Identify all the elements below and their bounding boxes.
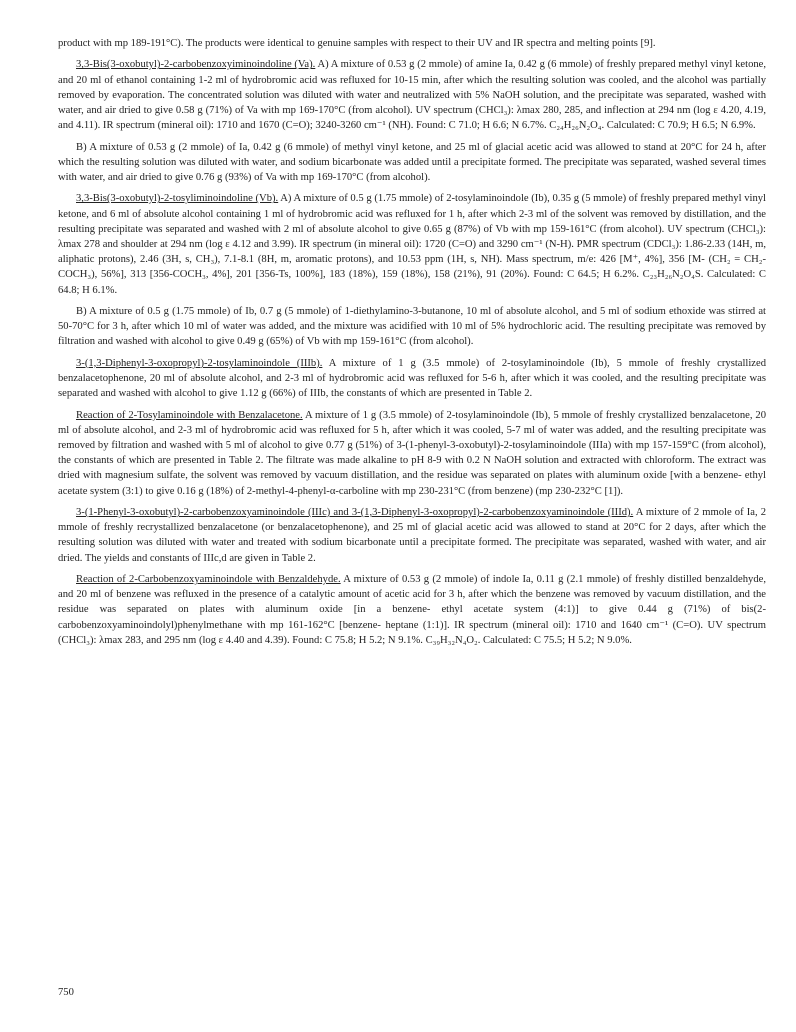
page-number: 750 (58, 987, 74, 998)
paragraph-5: B) A mixture of 0.5 g (1.75 mmole) of Ib, 0.7 g (5 mmole) of 1-diethylamino-3-butanone, 10 ml of absolute alcohol, and 5 ml of sodium ethoxide was stirred at 50-70°C for 3 h, after which 10 ml of water was added, and the mixture was acidified with 10 ml of 5% hydrochloric acid. The resulting precipitate was removed by filtration and washed with alcohol to give 0.49 g (65%) of Vb with mp 159-161°C (from alcohol). (58, 306, 766, 348)
paragraph-2: 3,3-Bis(3-oxobutyl)-2-carbobenzoxyiminoindoline (Va). A) A mixture of 0.53 g (2 mmole) of amine Ia, 0.42 g (6 mmole) of freshly prepared methyl vinyl ketone, and 20 ml of ethanol containing 1-2 ml of hydrobromic acid was refluxed for 10-15 min, after which the resulting solution was cooled, and the alcohol was partially removed by evaporation. The concentrated solution was diluted with water and neutralized with 5% NaOH solution, and the precipitate was separated, washed with water, and air dried to give 0.58 g (71%) of Va with mp 169-170°C (from alcohol). UV spectrum (CHCl₃): λmax 280, 285, and inflection at 294 nm (log ε 4.20, 4.19, and 4.11). IR spectrum (mineral oil): 1710 and 1670 (C=O); 3240-3260 cm⁻¹ (NH). Found: C 71.0; H 6.6; N 6.7%. C₂₄H₂₆N₂O₄. Calculated: C 70.9; H 6.5; N 6.9%. (58, 59, 767, 132)
paragraph-1: product with mp 189-191°C). The products were identical to genuine samples with respect to their UV and IR spectra and melting points [9]. (58, 38, 656, 49)
section-heading-benzalacetone: Reaction of 2-Tosylaminoindole with Benzalacetone. (76, 409, 303, 421)
paragraph-7: Reaction of 2-Tosylaminoindole with Benzalacetone. A mixture of 1 g (3.5 mmole) of 2-tosylaminoindole (Ib), 5 mmole of freshly crystallized benzalacetone, 20 ml of absolute alcohol, and 2-3 ml of hydrobromic acid was refluxed for 5 h, after which it was cooled, 5-7 ml of water was added, and the resulting precipitate was removed by filtration and washed with 5 ml of alcohol to give 0.77 g (51%) of 3-(1-phenyl-3-oxobutyl)-2-tosylaminoindole (IIIa) with mp 157-159°C (from alcohol), the constants of which are presented in Table 2. The filtrate was made alkaline to pH 8-9 with 0.2 N NaOH solution and extracted with chloroform. The extract was dried with magnesium sulfate, the solvent was removed by vacuum distillation, and the residue was separated on plates with aluminum oxide [with a benzene- ethyl acetate system (3:1) to give 0.16 g (18%) of 2-methyl-4-phenyl-α-carboline with mp 230-231°C (from benzene) (mp 230-232°C [1]). (58, 409, 767, 497)
section-heading-iiic-iiid: 3-(1-Phenyl-3-oxobutyl)-2-carbobenzoxyaminoindole (IIIc) and 3-(1,3-Diphenyl-3-oxopropyl)-2-carbobenzoxyaminoindole (IIId). (76, 507, 634, 518)
text-column (58, 36, 766, 654)
paragraph-8: 3-(1-Phenyl-3-oxobutyl)-2-carbobenzoxyaminoindole (IIIc) and 3-(1,3-Diphenyl-3-oxopropyl)-2-carbobenzoxyaminoindole (IIId). A mixture of 2 mmole of Ia, 2 mmole of freshly recrystallized benzalacetone (or benzalacetophenone), and 25 ml of glacial acetic acid was allowed to stand at 20°C for 2 days, after which the resulting solution was diluted with water and treated with sodium bicarbonate until a precipitate formed. The precipitate was separated, washed with water, and air dried. The yields and constants of IIIc,d are given in Table 2. (58, 507, 766, 564)
section-heading-va: 3,3-Bis(3-oxobutyl)-2-carbobenzoxyiminoindoline (Va). (76, 59, 316, 71)
paragraph-3: B) A mixture of 0.53 g (2 mmole) of Ia, 0.42 g (6 mmole) of methyl vinyl ketone, and 25 ml of glacial acetic acid was allowed to stand at 20°C for 24 h, after which the resulting solution was diluted with water, and sodium bicarbonate was added until a precipitate formed. The precipitate was separated, washed several times with water, and air dried to give 0.76 g (93%) of Va with mp 169-170°C (from alcohol). (58, 141, 766, 183)
paragraph-9: Reaction of 2-Carbobenzoxyaminoindole with Benzaldehyde. A mixture of 0.53 g (2 mmole) of indole Ia, 0.11 g (2.1 mmole) of freshly distilled benzaldehyde, and 20 ml of benzene was refluxed in the presence of a catalytic amount of acetic acid for 3 h, after which the benzene was removed by vacuum distillation, and the residue was separated on plates with aluminum oxide [in a benzene- ethyl acetate system (4:1)] to give 0.44 g (71%) of bis(2-carbobenzoxyaminoindolyl)phenylmethane with mp 161-162°C [benzene- heptane (1:1)]. IR spectrum (mineral oil): 1710 and 1640 cm⁻¹ (C=O). UV spectrum (CHCl₃): λmax 283, and 295 nm (log ε 4.40 and 4.39). Found: C 75.8; H 5.2; N 9.1%. C₃₉H₃₂N₄O₂. Calculated: C 75.5; H 5.2; N 9.0%. (58, 574, 766, 646)
section-heading-vb: 3,3-Bis(3-oxobutyl)-2-tosyliminoindoline (Vb). (76, 193, 279, 205)
section-heading-benzaldehyde: Reaction of 2-Carbobenzoxyaminoindole with Benzaldehyde. (76, 574, 341, 585)
paragraph-4: 3,3-Bis(3-oxobutyl)-2-tosyliminoindoline (Vb). A) A mixture of 0.5 g (1.75 mmole) of 2-tosylaminoindole (Ib), 0.35 g (5 mmole) of freshly prepared methyl vinyl ketone, and 6 ml of absolute alcohol containing 1 ml of hydrobromic acid was refluxed for 1 h, after which 2-3 ml of the solvent was removed by distillation, and the resulting precipitate was separated and washed with 2 ml of absolute alcohol to give 0.65 g (87%) of Vb with mp 159-161°C (from alcohol). UV spectrum (CHCl₃): λmax 278 and shoulder at 294 nm (log ε 4.12 and 3.99). IR spectrum (in mineral oil): 1720 (C=O) and 3290 cm⁻¹ (N-H). PMR spectrum (CDCl₃): 1.86-2.33 (14H, m, aliphatic protons), 2.46 (3H, s, CH₃), 7.1-8.1 (8H, m, aromatic protons), and 10.53 ppm (1H, s, NH). Mass spectrum, m/e: 426 [M⁺, 4%], 356 [M- (CH₂ = CH₂-COCH₃), 56%], 313 [356-COCH₃, 4%], 201 [356-Ts, 100%], 183 (18%), 159 (18%), 158 (21%), 91 (20%). Found: C 64.5; H 6.2%. C₂₃H₂₆N₂O₄S. Calculated: C 64.8; H 6.1%. (58, 193, 767, 296)
paragraph-6: 3-(1,3-Diphenyl-3-oxopropyl)-2-tosylaminoindole (IIIb). A mixture of 1 g (3.5 mmole) of 2-tosylaminoindole (Ib), 5 mmole of freshly crystallized benzalacetophenone, 20 ml of absolute alcohol, and 2-3 ml of hydrobromic acid was refluxed for 5-6 h, after which it was cooled, and the resulting precipitate was separated and washed with alcohol to give 1.12 g (66%) of IIIb, the constants of which are presented in Table 2. (58, 357, 766, 400)
section-heading-iiib: 3-(1,3-Diphenyl-3-oxopropyl)-2-tosylaminoindole (IIIb). (76, 357, 323, 369)
